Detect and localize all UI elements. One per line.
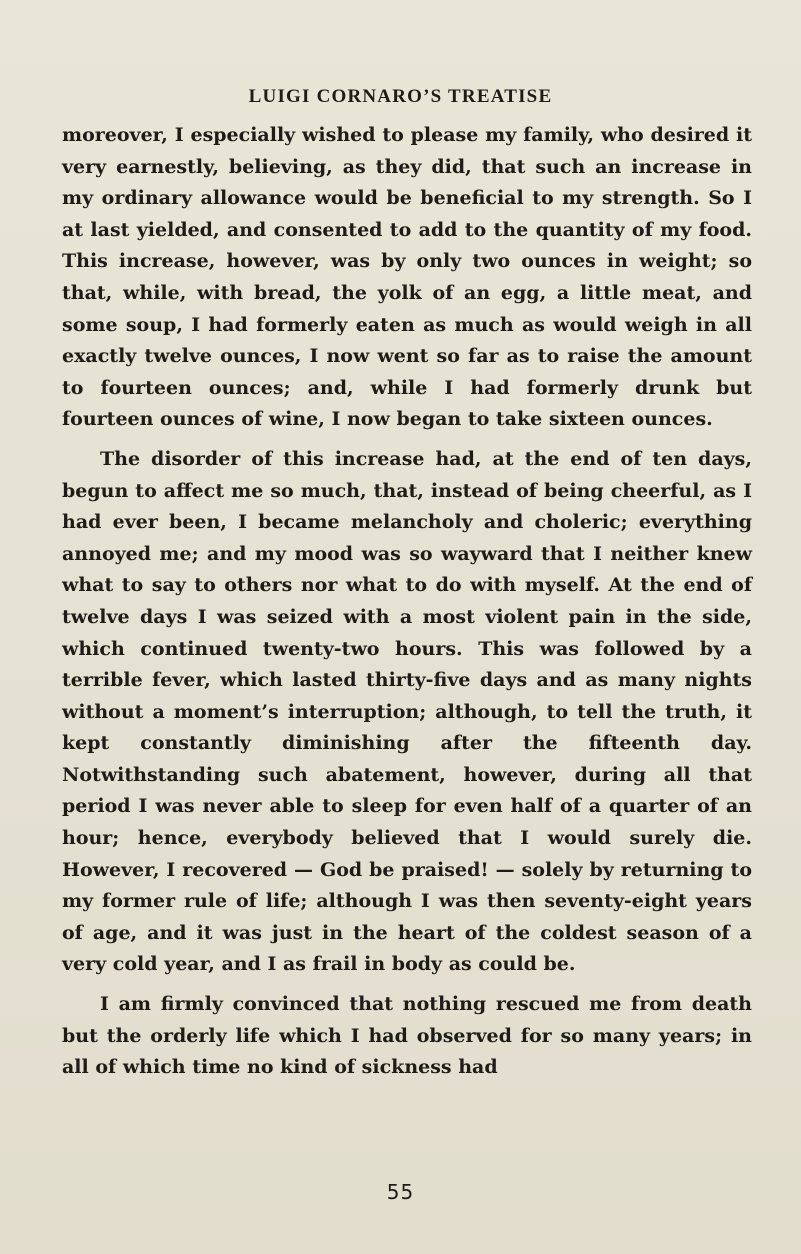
paragraph-convinced: I am firmly convinced that nothing rescued me from death but the orderly life which I had observed for so many years; in all of which time no kind of sickness had xyxy=(62,993,752,1079)
page-number: 55 xyxy=(386,1180,415,1204)
paragraph-continuation: moreover, I especially wished to please my family, who desired it very earnestly, believing, as they did, that such an increase in my ordinary allowance would be beneficial to my strength. So I at last yielded, and consented to add to the quantity of my food. This increase, however, was by only two ounces in weight; so that, while, with bread, the yolk of an egg, a little meat, and some soup, I had formerly eaten as much as would weigh in all exactly twelve ounces, I now went so far as to raise the amount to fourteen ounces; and, while I had formerly drunk but fourteen ounces of wine, I now began to take sixteen ounces. xyxy=(62,124,752,431)
running-head: LUIGI CORNARO’S TREATISE xyxy=(248,86,553,107)
body-text xyxy=(62,120,752,1084)
paragraph-disorder: The disorder of this increase had, at the end of ten days, begun to affect me so much, that, instead of being cheerful, as I had ever been, I became melancholy and choleric; everything annoyed me; and my mood was so wayward that I neither knew what to say to others nor what to do with myself. At the end of twelve days I was seized with a most violent pain in the side, which continued twenty-two hours. This was followed by a terrible fever, which lasted thirty-five days and as many nights without a moment’s interruption; although, to tell the truth, it kept constantly diminishing after the fifteenth day. Notwithstanding such abatement, however, during all that period I was never able to sleep for even half of a quarter of an hour; hence, everybody believed that I would surely die. However, I recovered — God be praised! — solely by returning to my former rule of life; although I was then seventy-eight years of age, and it was just in the heart of the coldest season of a very cold year, and I as frail in body as could be. xyxy=(62,447,752,976)
